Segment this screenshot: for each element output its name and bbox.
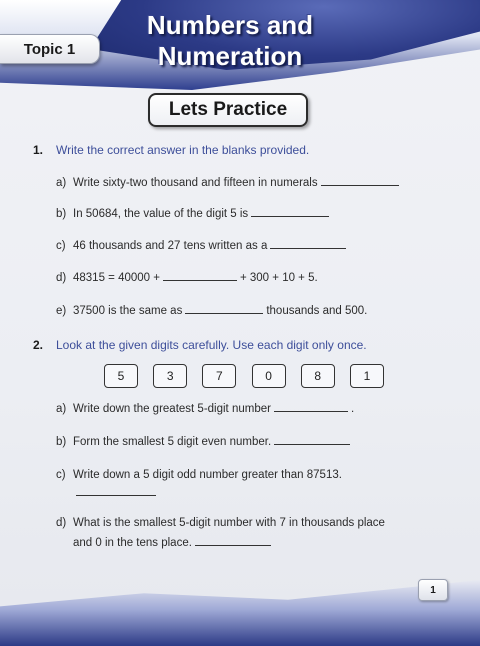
digit-card: 1 xyxy=(350,364,384,388)
digit-card: 0 xyxy=(252,364,286,388)
item-text: In 50684, the value of the digit 5 is xyxy=(73,208,249,220)
item-text: What is the smallest 5-digit number with 7 in thousands place xyxy=(73,517,385,529)
answer-blank[interactable] xyxy=(185,313,263,314)
q2-item-d xyxy=(56,517,385,529)
item-label: a) xyxy=(56,177,67,189)
item-text: Write down a 5 digit odd number greater than 87513. xyxy=(73,469,342,481)
question-2-instruction: Look at the given digits carefully. Use each digit only once. xyxy=(56,338,367,352)
q1-item-c xyxy=(56,240,349,252)
q2-item-c xyxy=(56,469,342,481)
item-text-after: thousands and 500. xyxy=(266,305,368,317)
q2-item-d-continued xyxy=(73,537,274,549)
answer-blank[interactable] xyxy=(251,216,329,217)
lets-practice-heading: Lets Practice xyxy=(148,93,308,127)
q1-item-a xyxy=(56,177,402,189)
answer-blank[interactable] xyxy=(163,280,237,281)
digit-card: 5 xyxy=(104,364,138,388)
item-text: and 0 in the tens place. xyxy=(73,537,192,549)
item-label: b) xyxy=(56,208,67,220)
item-text: 48315 = 40000 + xyxy=(73,272,160,284)
answer-blank[interactable] xyxy=(274,411,348,412)
q1-item-b xyxy=(56,208,332,220)
item-text: 37500 is the same as xyxy=(73,305,183,317)
q2-item-a xyxy=(56,403,354,415)
item-label: e) xyxy=(56,305,67,317)
item-text: 46 thousands and 27 tens written as a xyxy=(73,240,268,252)
item-label: d) xyxy=(56,517,67,529)
q1-item-d xyxy=(56,272,318,284)
digit-card: 7 xyxy=(202,364,236,388)
title-line-2: Numeration xyxy=(157,41,303,71)
item-text: Write sixty-two thousand and fifteen in numerals xyxy=(73,177,318,189)
answer-blank[interactable] xyxy=(274,444,350,445)
q2-item-b xyxy=(56,436,353,448)
title-line-1: Numbers and xyxy=(146,10,314,40)
topic-tab: Topic 1 xyxy=(0,34,100,64)
question-1-number: 1. xyxy=(33,143,44,157)
answer-blank[interactable] xyxy=(195,545,271,546)
digit-card: 8 xyxy=(301,364,335,388)
item-text: Form the smallest 5 digit even number. xyxy=(73,436,272,448)
answer-blank[interactable] xyxy=(270,248,346,249)
digit-card: 3 xyxy=(153,364,187,388)
page-title xyxy=(120,10,340,72)
footer-band xyxy=(0,580,480,646)
item-text-after: + 300 + 10 + 5. xyxy=(239,272,318,284)
q1-item-e xyxy=(56,305,367,317)
question-1-instruction: Write the correct answer in the blanks provided. xyxy=(56,143,310,157)
item-label: c) xyxy=(56,469,66,481)
item-label: a) xyxy=(56,403,67,415)
item-label: c) xyxy=(56,240,66,252)
question-2-number: 2. xyxy=(33,338,44,352)
answer-blank[interactable] xyxy=(321,185,399,186)
item-label: b) xyxy=(56,436,67,448)
item-label: d) xyxy=(56,272,67,284)
digit-cards xyxy=(104,364,384,388)
item-text-after: . xyxy=(350,403,355,415)
answer-blank[interactable] xyxy=(76,495,156,496)
item-text: Write down the greatest 5-digit number xyxy=(73,403,271,415)
page-number: 1 xyxy=(418,579,448,601)
